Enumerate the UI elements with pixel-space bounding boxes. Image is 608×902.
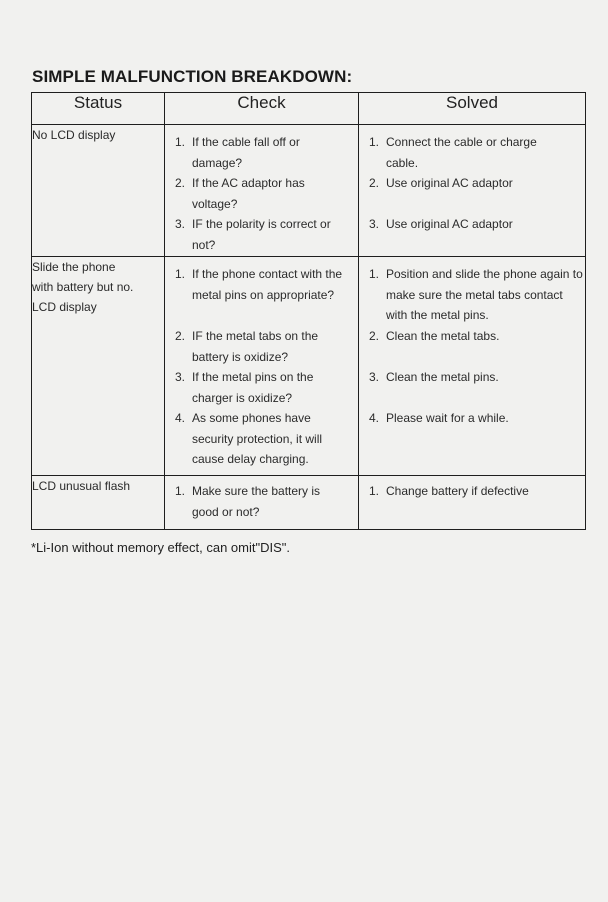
check-item: 2. IF the metal tabs on the battery is oxidize? [175, 329, 319, 364]
status-text: LCD unusual flash [32, 479, 131, 493]
check-item: 4. As some phones have security protection, it will cause delay charging. [175, 411, 323, 467]
solved-cell [359, 476, 586, 530]
troubleshooting-table [31, 92, 586, 530]
header-solved: Solved [359, 93, 586, 125]
check-cell [165, 125, 359, 257]
header-check: Check [165, 93, 359, 125]
check-item: 2. If the AC adaptor has voltage? [175, 176, 305, 211]
check-cell [165, 257, 359, 476]
table-row [32, 257, 586, 476]
solved-item: 3. Clean the metal pins. [369, 370, 499, 384]
check-item: 1. If the cable fall off or damage? [175, 135, 300, 170]
table-row [32, 125, 586, 257]
check-item: 1. If the phone contact with the metal pins on appropriate? [175, 267, 343, 302]
status-text: LCD display [32, 300, 97, 314]
solved-cell [359, 257, 586, 476]
status-text: Slide the phone [32, 260, 116, 274]
check-cell [165, 476, 359, 530]
status-cell [32, 257, 165, 476]
check-item: 3. IF the polarity is correct or not? [175, 217, 331, 252]
header-row [32, 93, 586, 125]
status-text: No LCD display [32, 128, 116, 142]
solved-item: 4. Please wait for a while. [369, 411, 509, 425]
solved-item: 2. Use original AC adaptor [369, 176, 513, 190]
solved-item: 1. Position and slide the phone again to make sure the metal tabs contact with the metal pins. [369, 267, 583, 323]
status-cell [32, 476, 165, 530]
solved-cell [359, 125, 586, 257]
solved-item: 3. Use original AC adaptor [369, 217, 513, 231]
solved-item: 1. Change battery if defective [369, 484, 529, 498]
status-cell [32, 125, 165, 257]
check-item: 1. Make sure the battery is good or not? [175, 484, 321, 519]
page-title: SIMPLE MALFUNCTION BREAKDOWN: [32, 67, 353, 86]
table-row [32, 476, 586, 530]
footnote: *Li-Ion without memory effect, can omit"DIS". [31, 540, 290, 555]
status-text: with battery but no. [32, 280, 134, 294]
solved-item: 2. Clean the metal tabs. [369, 329, 500, 343]
solved-item: 1. Connect the cable or charge cable. [369, 135, 537, 170]
check-item: 3. If the metal pins on the charger is oxidize? [175, 370, 314, 405]
header-status: Status [32, 93, 165, 125]
